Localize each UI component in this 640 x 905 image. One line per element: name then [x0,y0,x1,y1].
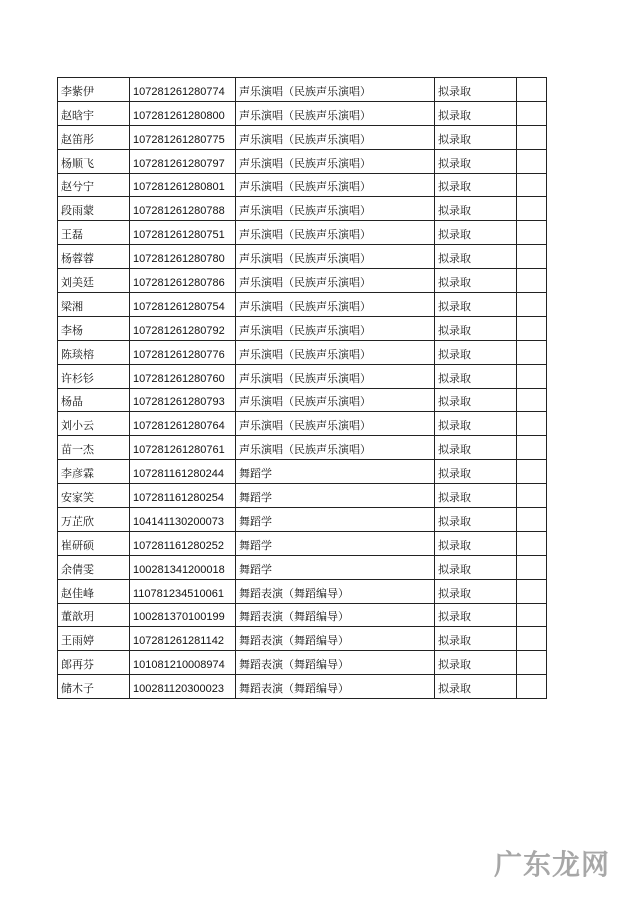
exam-id-cell: 110781234510061 [130,579,236,603]
table-row [58,508,547,532]
exam-id-cell: 107281261280774 [130,78,236,102]
note-cell [517,173,547,197]
name-cell: 王磊 [58,221,130,245]
exam-id-cell: 107281261281142 [130,627,236,651]
table-row [58,412,547,436]
major-cell: 舞蹈表演（舞蹈编导） [236,603,435,627]
note-cell [517,340,547,364]
note-cell [517,149,547,173]
note-cell [517,627,547,651]
exam-id-cell: 100281120300023 [130,675,236,699]
exam-id-cell: 107281261280760 [130,364,236,388]
exam-id-cell: 107281261280793 [130,388,236,412]
major-cell: 舞蹈学 [236,484,435,508]
name-cell: 杨晶 [58,388,130,412]
exam-id-cell: 101081210008974 [130,651,236,675]
note-cell [517,197,547,221]
note-cell [517,364,547,388]
note-cell [517,221,547,245]
name-cell: 安家笑 [58,484,130,508]
status-cell: 拟录取 [435,221,517,245]
note-cell [517,125,547,149]
note-cell [517,412,547,436]
status-cell: 拟录取 [435,603,517,627]
table-row [58,627,547,651]
table-row [58,436,547,460]
major-cell: 舞蹈表演（舞蹈编导） [236,675,435,699]
note-cell [517,508,547,532]
major-cell: 声乐演唱（民族声乐演唱） [236,364,435,388]
name-cell: 李彦霖 [58,460,130,484]
major-cell: 舞蹈学 [236,508,435,532]
table-row [58,149,547,173]
major-cell: 声乐演唱（民族声乐演唱） [236,221,435,245]
note-cell [517,555,547,579]
table-row [58,340,547,364]
status-cell: 拟录取 [435,125,517,149]
name-cell: 赵佳峰 [58,579,130,603]
major-cell: 舞蹈学 [236,531,435,555]
exam-id-cell: 107281261280751 [130,221,236,245]
name-cell: 董歆玥 [58,603,130,627]
status-cell: 拟录取 [435,388,517,412]
name-cell: 郎再芬 [58,651,130,675]
status-cell: 拟录取 [435,173,517,197]
note-cell [517,245,547,269]
table-row [58,651,547,675]
major-cell: 声乐演唱（民族声乐演唱） [236,316,435,340]
note-cell [517,579,547,603]
status-cell: 拟录取 [435,484,517,508]
note-cell [517,436,547,460]
table-row [58,269,547,293]
major-cell: 声乐演唱（民族声乐演唱） [236,340,435,364]
status-cell: 拟录取 [435,316,517,340]
table-row [58,675,547,699]
exam-id-cell: 107281261280761 [130,436,236,460]
table-row [58,555,547,579]
table-row [58,579,547,603]
major-cell: 舞蹈学 [236,460,435,484]
exam-id-cell: 107281161280254 [130,484,236,508]
status-cell: 拟录取 [435,436,517,460]
exam-id-cell: 107281261280780 [130,245,236,269]
name-cell: 许杉钐 [58,364,130,388]
table-row [58,125,547,149]
note-cell [517,101,547,125]
note-cell [517,675,547,699]
name-cell: 李紫伊 [58,78,130,102]
table-row [58,293,547,317]
name-cell: 王雨婷 [58,627,130,651]
exam-id-cell: 107281261280788 [130,197,236,221]
exam-id-cell: 107281261280800 [130,101,236,125]
status-cell: 拟录取 [435,245,517,269]
name-cell: 陈琰榕 [58,340,130,364]
table-row [58,460,547,484]
exam-id-cell: 107281261280786 [130,269,236,293]
name-cell: 赵笛彤 [58,125,130,149]
status-cell: 拟录取 [435,675,517,699]
note-cell [517,269,547,293]
status-cell: 拟录取 [435,149,517,173]
table-row [58,388,547,412]
admission-table-body [58,78,547,699]
table-row [58,173,547,197]
status-cell: 拟录取 [435,460,517,484]
table-row [58,78,547,102]
major-cell: 舞蹈表演（舞蹈编导） [236,627,435,651]
table-row [58,603,547,627]
status-cell: 拟录取 [435,101,517,125]
exam-id-cell: 107281161280244 [130,460,236,484]
note-cell [517,78,547,102]
name-cell: 刘美廷 [58,269,130,293]
admission-table [57,77,547,699]
table-row [58,484,547,508]
name-cell: 刘小云 [58,412,130,436]
exam-id-cell: 100281341200018 [130,555,236,579]
status-cell: 拟录取 [435,651,517,675]
status-cell: 拟录取 [435,269,517,293]
note-cell [517,484,547,508]
note-cell [517,603,547,627]
name-cell: 余倩雯 [58,555,130,579]
exam-id-cell: 107281261280792 [130,316,236,340]
name-cell: 赵晗宇 [58,101,130,125]
major-cell: 声乐演唱（民族声乐演唱） [236,101,435,125]
name-cell: 梁湘 [58,293,130,317]
major-cell: 声乐演唱（民族声乐演唱） [236,412,435,436]
major-cell: 声乐演唱（民族声乐演唱） [236,78,435,102]
major-cell: 声乐演唱（民族声乐演唱） [236,269,435,293]
status-cell: 拟录取 [435,340,517,364]
major-cell: 声乐演唱（民族声乐演唱） [236,125,435,149]
watermark-logo: 广东龙网 [493,848,610,881]
status-cell: 拟录取 [435,293,517,317]
status-cell: 拟录取 [435,412,517,436]
exam-id-cell: 107281261280764 [130,412,236,436]
table-row [58,101,547,125]
note-cell [517,651,547,675]
table-row [58,316,547,340]
name-cell: 杨顺飞 [58,149,130,173]
name-cell: 李杨 [58,316,130,340]
name-cell: 崔研硕 [58,531,130,555]
name-cell: 段雨蒙 [58,197,130,221]
exam-id-cell: 107281261280775 [130,125,236,149]
major-cell: 声乐演唱（民族声乐演唱） [236,173,435,197]
status-cell: 拟录取 [435,78,517,102]
status-cell: 拟录取 [435,555,517,579]
exam-id-cell: 107281261280776 [130,340,236,364]
major-cell: 声乐演唱（民族声乐演唱） [236,436,435,460]
status-cell: 拟录取 [435,627,517,651]
status-cell: 拟录取 [435,508,517,532]
exam-id-cell: 107281261280801 [130,173,236,197]
note-cell [517,460,547,484]
major-cell: 声乐演唱（民族声乐演唱） [236,293,435,317]
name-cell: 储木子 [58,675,130,699]
note-cell [517,388,547,412]
major-cell: 声乐演唱（民族声乐演唱） [236,388,435,412]
table-row [58,197,547,221]
exam-id-cell: 100281370100199 [130,603,236,627]
major-cell: 舞蹈表演（舞蹈编导） [236,579,435,603]
exam-id-cell: 107281261280754 [130,293,236,317]
exam-id-cell: 107281261280797 [130,149,236,173]
major-cell: 声乐演唱（民族声乐演唱） [236,149,435,173]
major-cell: 舞蹈表演（舞蹈编导） [236,651,435,675]
name-cell: 赵兮宁 [58,173,130,197]
table-row [58,221,547,245]
note-cell [517,293,547,317]
status-cell: 拟录取 [435,531,517,555]
exam-id-cell: 104141130200073 [130,508,236,532]
exam-id-cell: 107281161280252 [130,531,236,555]
note-cell [517,316,547,340]
table-row [58,364,547,388]
status-cell: 拟录取 [435,364,517,388]
note-cell [517,531,547,555]
status-cell: 拟录取 [435,197,517,221]
name-cell: 杨蓉蓉 [58,245,130,269]
name-cell: 万芷欣 [58,508,130,532]
major-cell: 舞蹈学 [236,555,435,579]
table-row [58,245,547,269]
major-cell: 声乐演唱（民族声乐演唱） [236,197,435,221]
table-row [58,531,547,555]
major-cell: 声乐演唱（民族声乐演唱） [236,245,435,269]
name-cell: 苗一杰 [58,436,130,460]
status-cell: 拟录取 [435,579,517,603]
